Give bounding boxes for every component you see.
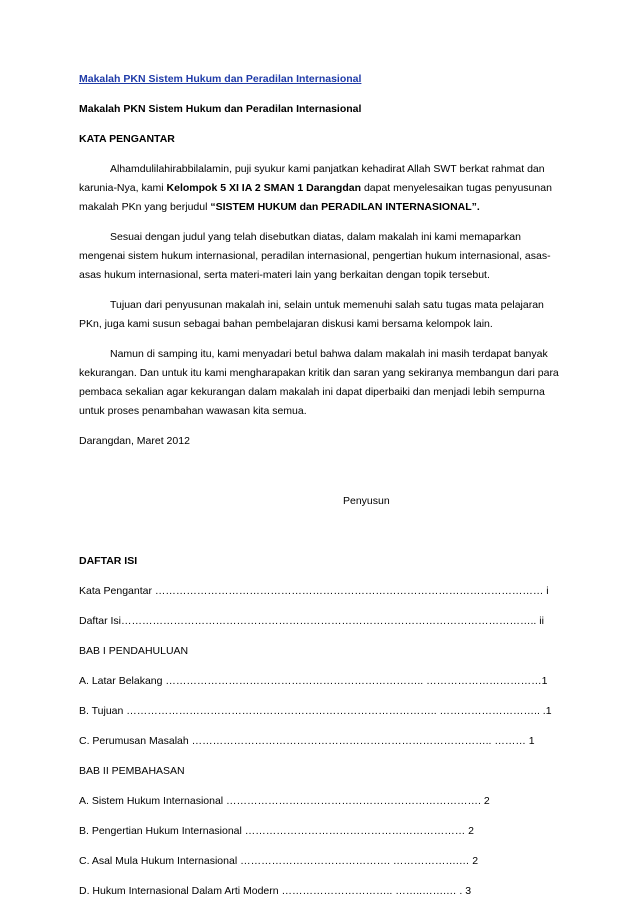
paragraph-1-text-b: dapat menyelesaikan tugas penyusunan makalah PKn yang berjudul xyxy=(79,182,552,213)
document-page xyxy=(79,70,569,901)
signer: Penyusun xyxy=(343,495,390,507)
paper-title: “SISTEM HUKUM dan PERADILAN INTERNASIONAL”. xyxy=(210,201,480,213)
header-link[interactable]: Makalah PKN Sistem Hukum dan Peradilan Internasional xyxy=(79,73,362,85)
table-of-contents xyxy=(79,582,569,901)
group-name: Kelompok 5 XI IA 2 SMAN 1 Darangdan xyxy=(166,182,362,194)
toc-entry: B. Pengertian Hukum Internasional ……………………………………………………… 2 xyxy=(79,825,475,837)
daftar-isi-heading: DAFTAR ISI xyxy=(79,555,138,567)
paragraph-1 xyxy=(79,160,569,217)
place-date: Darangdan, Maret 2012 xyxy=(79,435,190,447)
toc-entry: B. Tujuan …………………………………………………………………………….. ……………………….. .1 xyxy=(79,705,552,717)
toc-entry: C. Perumusan Masalah ………………………………………………………………………….. ……… 1 xyxy=(79,735,535,747)
kata-pengantar-heading: KATA PENGANTAR xyxy=(79,133,175,145)
toc-entry: Kata Pengantar ………………………………………………………………………………………………… i xyxy=(79,585,549,597)
paragraph-4: Namun di samping itu, kami menyadari betul bahwa dalam makalah ini masih terdapat banyak kekurangan. Dan untuk itu kami mengharapakan kritik dan saran yang sekiranya membangun dari para pembaca sekalian agar kekurangan dalam makalah ini dapat diperbaiki dan menjadi lebih sempurna untuk proses penambahan wawasan kita semua. xyxy=(79,348,559,417)
toc-section-heading: BAB II PEMBAHASAN xyxy=(79,765,185,777)
paragraph-2: Sesuai dengan judul yang telah disebutkan diatas, dalam makalah ini kami memaparkan mengenai sistem hukum internasional, peradilan internasional, pengertian hukum internasional, asas-asas hukum internasional, serta materi-materi lain yang berkaitan dengan topik tersebut. xyxy=(79,231,551,281)
toc-entry: C. Asal Mula Hukum Internasional ……………………………………. ……………….… 2 xyxy=(79,855,479,867)
toc-entry: Daftar Isi……………………………………………………………………………………………………….. ii xyxy=(79,615,544,627)
toc-entry: D. Hukum Internasional Dalam Arti Modern ………………………….. ……..…….… . 3 xyxy=(79,885,472,897)
paragraph-1-text-a: Alhamdulilahirabbilalamin, puji syukur kami panjatkan kehadirat Allah SWT berkat rahmat dan karunia-Nya, kami xyxy=(79,163,545,194)
toc-entry: A. Sistem Hukum Internasional ………………………………………………………………. 2 xyxy=(79,795,490,807)
toc-section-heading: BAB I PENDAHULUAN xyxy=(79,645,189,657)
paragraph-3: Tujuan dari penyusunan makalah ini, selain untuk memenuhi salah satu tugas mata pelajaran PKn, juga kami susun sebagai bahan pembelajaran diskusi kami bersama kelompok lain. xyxy=(79,299,544,330)
toc-entry: A. Latar Belakang ……………………………………………………………….. ……………………………1 xyxy=(79,675,548,687)
document-title: Makalah PKN Sistem Hukum dan Peradilan Internasional xyxy=(79,103,362,115)
